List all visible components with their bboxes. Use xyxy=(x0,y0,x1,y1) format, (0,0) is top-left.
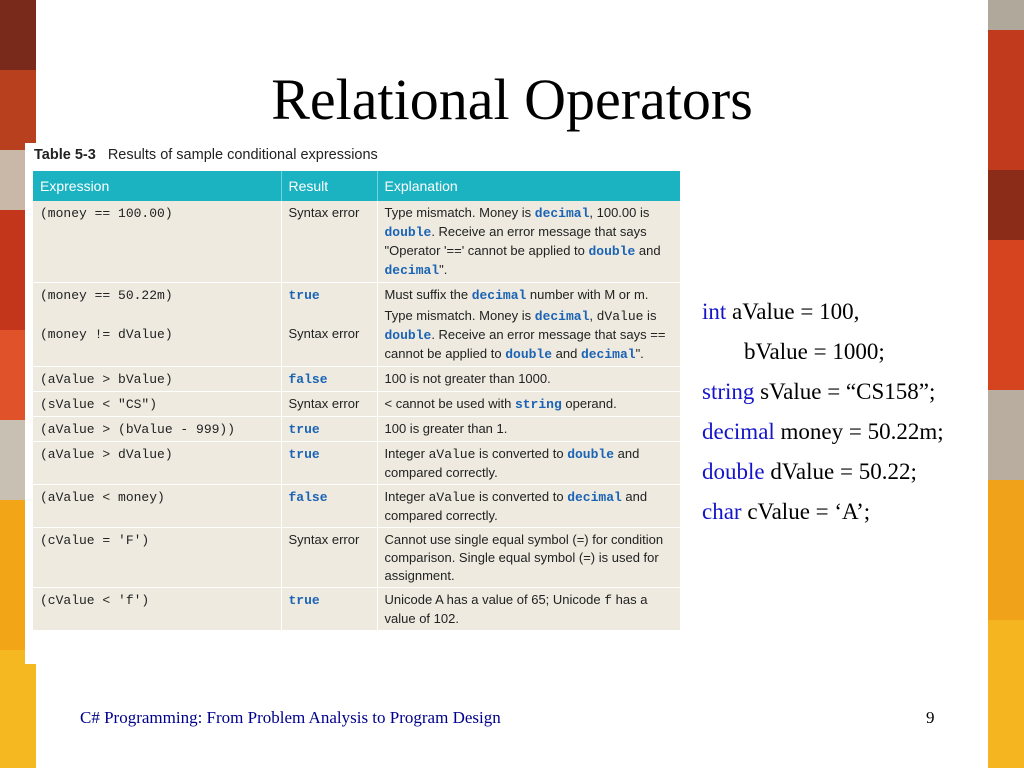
explanation-text: and xyxy=(635,243,661,258)
explanation-text: Unicode A has a value of 65; Unicode xyxy=(384,592,605,607)
expression-text: (aValue > dValue) xyxy=(40,447,173,462)
explanation-text: . Receive an error message that says "Operator '==' cannot be applied to xyxy=(384,224,647,258)
keyword-text: double xyxy=(505,347,553,362)
explanation-text: 100 is greater than 1. xyxy=(384,421,508,436)
page-number: 9 xyxy=(926,708,935,727)
keyword-text: decimal xyxy=(471,288,527,303)
result-value: true xyxy=(288,422,320,437)
result-value: false xyxy=(288,490,328,505)
expression-cell xyxy=(33,367,281,392)
table-row xyxy=(33,392,680,417)
explanation-text: Must suffix the xyxy=(384,287,472,302)
expression-cell xyxy=(33,485,281,528)
explanation-cell xyxy=(377,485,680,528)
expression-cell xyxy=(33,417,281,442)
expression-text: (money == 50.22m) xyxy=(40,288,173,303)
declaration-line xyxy=(702,492,944,532)
explanation-text: has a value of 102. xyxy=(384,592,648,626)
declaration-line xyxy=(702,452,944,492)
expression-cell xyxy=(33,283,281,367)
result-value: Syntax error xyxy=(288,532,360,547)
result-cell xyxy=(281,367,377,392)
explanation-cell xyxy=(377,417,680,442)
declaration-text: bValue = 1000; xyxy=(744,339,885,364)
expression-text: (sValue < "CS") xyxy=(40,397,158,412)
result-cell xyxy=(281,283,377,367)
declaration-line xyxy=(702,372,944,412)
declaration-text: aValue = 100, xyxy=(732,299,860,324)
results-table-figure xyxy=(25,143,685,664)
declaration-line xyxy=(702,412,944,452)
expression-text: (aValue > bValue) xyxy=(40,372,173,387)
keyword-text: decimal xyxy=(567,490,622,505)
slide-title: Relational Operators xyxy=(271,67,753,132)
identifier-text: dValue xyxy=(596,309,644,324)
declaration-line xyxy=(702,332,944,372)
table-caption xyxy=(34,147,378,163)
declaration-line xyxy=(702,292,944,332)
variable-declarations xyxy=(702,292,944,532)
expression-text: (money == 100.00) xyxy=(40,206,173,221)
header-expression: Expression xyxy=(33,171,281,201)
result-value: Syntax error xyxy=(288,326,360,341)
explanation-text: is converted to xyxy=(475,446,568,461)
explanation-cell xyxy=(377,588,680,631)
result-cell xyxy=(281,417,377,442)
result-cell xyxy=(281,392,377,417)
expression-text: (cValue = 'F') xyxy=(40,533,150,548)
explanation-text: , xyxy=(589,308,597,323)
explanation-text: Integer xyxy=(384,446,429,461)
result-cell xyxy=(281,528,377,588)
explanation-cell xyxy=(377,283,680,367)
explanation-text: number with M or m. xyxy=(526,287,649,302)
cell-spacer xyxy=(40,305,274,325)
type-keyword: char xyxy=(702,499,742,524)
explanation-text: Cannot use single equal symbol (=) for condition comparison. Single equal symbol (=) is used for assignment. xyxy=(384,532,664,583)
results-table xyxy=(33,171,680,631)
identifier-text: f xyxy=(604,593,613,608)
explanation-text: ". xyxy=(439,262,448,277)
type-keyword: string xyxy=(702,379,755,404)
table-row xyxy=(33,201,680,283)
result-value: false xyxy=(288,372,328,387)
identifier-text: aValue xyxy=(428,490,476,505)
expression-text: (cValue < 'f') xyxy=(40,593,150,608)
keyword-text: double xyxy=(384,225,432,240)
keyword-text: decimal xyxy=(534,309,590,324)
expression-text: (aValue < money) xyxy=(40,490,165,505)
result-value: true xyxy=(288,593,320,608)
explanation-cell xyxy=(377,201,680,283)
result-cell xyxy=(281,485,377,528)
expression-text: (money != dValue) xyxy=(40,327,173,342)
declaration-text: money = 50.22m; xyxy=(780,419,944,444)
explanation-text: and compared correctly. xyxy=(384,446,640,480)
table-row xyxy=(33,417,680,442)
result-cell xyxy=(281,442,377,485)
explanation-cell xyxy=(377,442,680,485)
explanation-cell xyxy=(377,392,680,417)
keyword-text: decimal xyxy=(534,206,590,221)
results-table-body xyxy=(33,201,680,631)
header-result: Result xyxy=(281,171,377,201)
explanation-text: and compared correctly. xyxy=(384,489,648,523)
keyword-text: double xyxy=(588,244,636,259)
identifier-text: aValue xyxy=(428,447,476,462)
explanation-text: and xyxy=(552,346,581,361)
expression-cell xyxy=(33,392,281,417)
explanation-cell xyxy=(377,367,680,392)
type-keyword: double xyxy=(702,459,765,484)
expression-text: (aValue > (bValue - 999)) xyxy=(40,422,236,437)
result-value: true xyxy=(288,288,320,303)
table-caption-text: Results of sample conditional expressions xyxy=(107,147,378,163)
expression-cell xyxy=(33,201,281,283)
result-value: Syntax error xyxy=(288,205,360,220)
keyword-text: string xyxy=(514,397,562,412)
explanation-text: Type mismatch. Money is xyxy=(384,308,535,323)
result-cell xyxy=(281,588,377,631)
table-row xyxy=(33,588,680,631)
keyword-text: double xyxy=(384,328,432,343)
result-value: Syntax error xyxy=(288,396,360,411)
result-cell xyxy=(281,201,377,283)
keyword-text: double xyxy=(567,447,614,462)
explanation-text: Integer xyxy=(384,489,429,504)
expression-cell xyxy=(33,588,281,631)
expression-cell xyxy=(33,528,281,588)
keyword-text: decimal xyxy=(580,347,636,362)
explanation-text: Type mismatch. Money is xyxy=(384,205,535,220)
declaration-text: dValue = 50.22; xyxy=(770,459,917,484)
explanation-text: 100 is not greater than 1000. xyxy=(384,371,551,386)
explanation-text: is xyxy=(643,308,657,323)
table-label: Table 5-3 xyxy=(34,147,96,163)
table-row xyxy=(33,442,680,485)
table-row xyxy=(33,485,680,528)
cell-spacer xyxy=(289,305,370,325)
table-row xyxy=(33,283,680,367)
explanation-text: ". xyxy=(635,346,644,361)
explanation-block xyxy=(385,307,674,364)
explanation-text: < cannot be used with xyxy=(384,396,515,411)
declaration-text: cValue = ‘A’; xyxy=(747,499,871,524)
explanation-text: . Receive an error message that says == cannot be applied to xyxy=(384,327,666,361)
explanation-text: , 100.00 is xyxy=(589,205,650,220)
expression-cell xyxy=(33,442,281,485)
explanation-text: is converted to xyxy=(475,489,568,504)
table-row xyxy=(33,367,680,392)
header-explanation: Explanation xyxy=(377,171,680,201)
footer-course-title: C# Programming: From Problem Analysis to Program Design xyxy=(80,708,501,727)
keyword-text: decimal xyxy=(384,263,440,278)
explanation-cell xyxy=(377,528,680,588)
explanation-text: operand. xyxy=(561,396,617,411)
type-keyword: int xyxy=(702,299,727,324)
table-row xyxy=(33,528,680,588)
type-keyword: decimal xyxy=(702,419,775,444)
declaration-text: sValue = “CS158”; xyxy=(760,379,936,404)
result-value: true xyxy=(288,447,320,462)
